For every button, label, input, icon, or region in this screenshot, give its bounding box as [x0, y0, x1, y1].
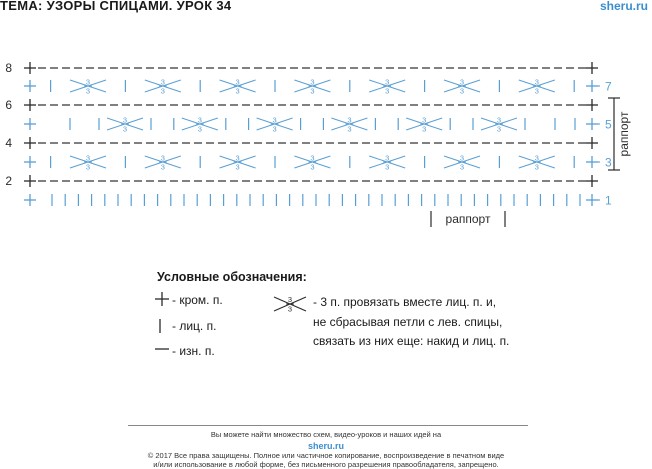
cross-stitch-top-number: 3 [534, 153, 539, 163]
cross-stitch-bottom-number: 3 [496, 124, 502, 134]
chart-row-7 [24, 78, 598, 96]
cross-stitch-top-number: 3 [459, 153, 465, 163]
row-number-right: 7 [605, 79, 612, 94]
cross-stitch-bottom-number: 3 [310, 86, 315, 96]
legend-cross-line1: - 3 п. провязать вместе лиц. п. и, [313, 295, 497, 309]
chart-row-5 [24, 116, 598, 134]
chart-row-2 [24, 175, 598, 187]
cross-stitch-top-number: 3 [85, 153, 91, 163]
row-number-left: 6 [5, 98, 12, 112]
legend-knit-stitch: - лиц. п. [172, 319, 217, 333]
cross-stitch-bottom-number: 3 [160, 162, 165, 172]
cross-stitch-bottom-number: 3 [272, 124, 277, 134]
cross-stitch-top-number: 3 [310, 77, 315, 87]
cross-stitch-bottom-number: 3 [534, 86, 539, 96]
cross-stitch-bottom-number: 3 [459, 162, 465, 172]
row-number-right-group [598, 156, 612, 170]
row-number-right-group [598, 194, 612, 208]
cross-stitch-bottom-number: 3 [459, 86, 465, 96]
chart-row-4 [24, 137, 598, 149]
edge-stitch-symbol [154, 292, 170, 306]
cross-stitch-top-number: 3 [459, 77, 465, 87]
cross-symbol-bottom-number: 3 [287, 304, 293, 314]
row-number-left: 4 [5, 136, 12, 150]
cross-stitch-top-number: 3 [235, 77, 240, 87]
cross-stitch-bottom-number: 3 [197, 124, 202, 134]
cross-stitch-top-number: 3 [85, 77, 91, 87]
legend-purl-stitch: - изн. п. [172, 344, 215, 358]
cross-stitch-bottom-number: 3 [385, 162, 390, 172]
cross-stitch-bottom-number: 3 [235, 162, 240, 172]
cross-stitch-top-number: 3 [160, 153, 165, 163]
row-number-left: 8 [5, 61, 12, 75]
repeat-bottom-label: раппорт [445, 212, 491, 226]
cross-stitch-bottom-number: 3 [122, 124, 128, 134]
cross-stitch-bottom-number: 3 [534, 162, 539, 172]
row-number-right: 3 [605, 155, 612, 170]
cross-stitch-symbol [272, 294, 308, 314]
legend-cross-line2: не сбрасывая петли с лев. спицы, [313, 315, 503, 329]
cross-stitch-top-number: 3 [385, 153, 390, 163]
cross-stitch-top-number: 3 [347, 115, 352, 125]
purl-stitch-symbol [154, 346, 170, 352]
cross-stitch-top-number: 3 [235, 153, 240, 163]
cross-stitch-bottom-number: 3 [385, 86, 390, 96]
cross-stitch-top-number: 3 [422, 115, 427, 125]
chart-row-3 [24, 154, 598, 172]
footer-divider [128, 425, 528, 426]
cross-stitch-bottom-number: 3 [347, 124, 352, 134]
legend-cross-line3: связать из них еще: накид и лиц. п. [313, 334, 510, 348]
row-number-right-group [598, 118, 612, 132]
page-title: ТЕМА: УЗОРЫ СПИЦАМИ. УРОК 34 [0, 0, 232, 13]
cross-stitch-top-number: 3 [496, 115, 502, 125]
cross-stitch-top-number: 3 [272, 115, 277, 125]
knit-stitch-symbol [157, 318, 163, 334]
cross-stitch-bottom-number: 3 [160, 86, 165, 96]
footer-text-1: Вы можете найти множество схем, видео-уроков и наших идей на [210, 430, 442, 439]
footer-text-3: и/или использование в любой форме, без письменного разрешения правообладателя, запрещено. [153, 460, 499, 469]
row-number-right: 1 [605, 193, 612, 208]
cross-stitch-bottom-number: 3 [85, 86, 91, 96]
chart-row-8 [24, 62, 598, 74]
cross-symbol-top-number: 3 [287, 295, 293, 304]
chart-row-6 [24, 99, 598, 111]
cross-stitch-bottom-number: 3 [85, 162, 91, 172]
cross-stitch-bottom-number: 3 [422, 124, 427, 134]
legend-edge-stitch: - кром. п. [172, 293, 223, 307]
cross-stitch-bottom-number: 3 [235, 86, 240, 96]
repeat-side-label: раппорт [617, 111, 631, 157]
cross-stitch-top-number: 3 [197, 115, 202, 125]
legend-title: Условные обозначения: [157, 270, 307, 284]
chart-row-1 [24, 194, 598, 206]
site-link[interactable]: sheru.ru [599, 0, 648, 13]
cross-stitch-top-number: 3 [385, 77, 390, 87]
row-number-left: 2 [5, 174, 12, 188]
row-number-right: 5 [605, 117, 612, 132]
footer-site-link[interactable]: sheru.ru [307, 441, 344, 451]
row-number-right-group [598, 80, 612, 94]
cross-stitch-top-number: 3 [160, 77, 165, 87]
cross-stitch-top-number: 3 [122, 115, 128, 125]
cross-stitch-top-number: 3 [310, 153, 315, 163]
footer-text-2: © 2017 Все права защищены. Полное или частичное копирование, воспроизведение в печатном виде [147, 451, 505, 460]
cross-stitch-bottom-number: 3 [310, 162, 315, 172]
cross-stitch-top-number: 3 [534, 77, 539, 87]
